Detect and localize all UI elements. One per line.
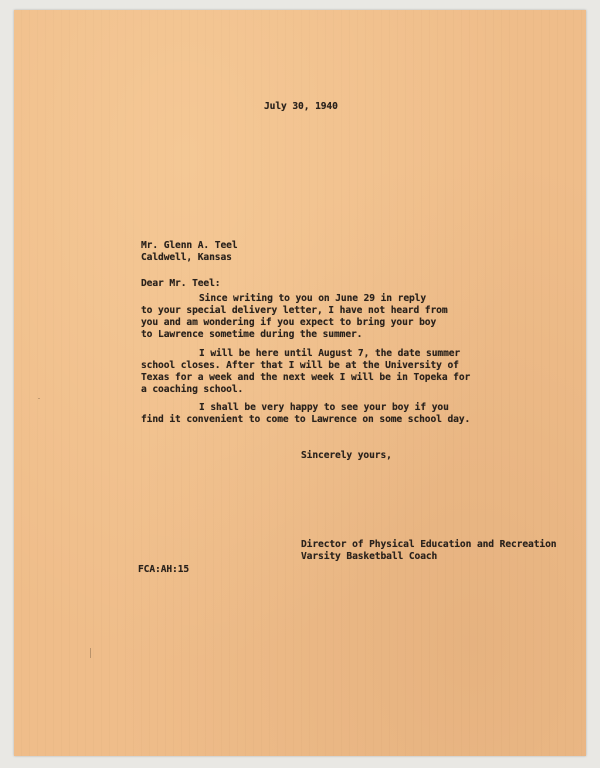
paragraph-1-line-1: Since writing to you on June 29 in reply: [199, 293, 427, 304]
paragraph-2-line-1: I will be here until August 7, the date summer: [199, 348, 461, 359]
letter-page: [14, 10, 586, 756]
recipient-name: Mr. Glenn A. Teel: [141, 240, 238, 251]
paragraph-1-line-4: to Lawrence sometime during the summer.: [141, 329, 363, 340]
paragraph-3-line-2: find it convenient to come to Lawrence on some school day.: [141, 414, 471, 425]
letter-date: July 30, 1940: [264, 101, 338, 112]
salutation: Dear Mr. Teel:: [141, 278, 221, 289]
paragraph-1-line-2: to your special delivery letter, I have not heard from: [141, 305, 448, 316]
paper-blemish: [38, 398, 40, 399]
reference-initials: FCA:AH:15: [138, 564, 190, 575]
signature-title: Director of Physical Education and Recreation: [301, 539, 557, 550]
recipient-location: Caldwell, Kansas: [141, 252, 232, 263]
paragraph-2-line-4: a coaching school.: [141, 384, 244, 395]
paragraph-2-line-2: school closes. After that I will be at the University of: [141, 360, 459, 371]
paragraph-1-line-3: you and am wondering if you expect to bring your boy: [141, 317, 437, 328]
paragraph-3-line-1: I shall be very happy to see your boy if you: [199, 402, 449, 413]
paper-blemish: [90, 648, 91, 658]
signature-subtitle: Varsity Basketball Coach: [301, 551, 438, 562]
closing: Sincerely yours,: [301, 450, 392, 461]
paragraph-2-line-3: Texas for a week and the next week I will be in Topeka for: [141, 372, 471, 383]
